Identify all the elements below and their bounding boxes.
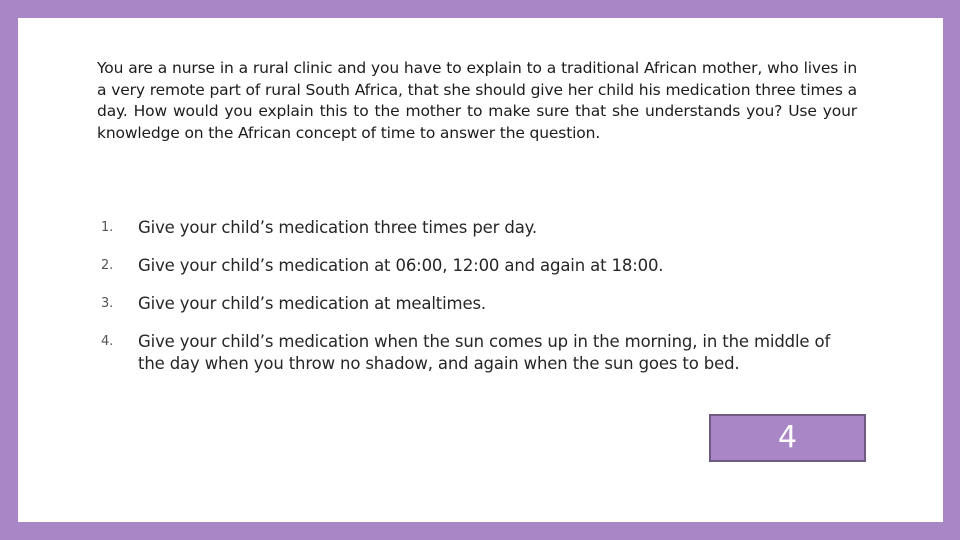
answer-options: [101, 217, 861, 391]
answer-box: [709, 414, 866, 462]
option-text: Give your child’s medication three times per day.: [138, 218, 538, 237]
option-3: [101, 293, 861, 315]
option-number: 3.: [101, 296, 114, 311]
slide: [18, 18, 943, 522]
option-4: [101, 331, 861, 374]
option-number: 4.: [101, 334, 114, 349]
option-1: [101, 217, 861, 239]
option-text: Give your child’s medication when the sun comes up in the morning, in the middle of the day when you throw no shadow, and again when the sun goes to bed.: [138, 332, 831, 373]
option-text: Give your child’s medication at 06:00, 12:00 and again at 18:00.: [138, 256, 664, 275]
option-number: 1.: [101, 220, 114, 235]
option-text: Give your child’s medication at mealtimes.: [138, 294, 487, 313]
answer-number: 4: [777, 420, 798, 455]
option-2: [101, 255, 861, 277]
question-text: You are a nurse in a rural clinic and you have to explain to a traditional African mother, who lives in a very remote part of rural South Africa, that she should give her child his medication three times a day. How would you explain this to the mother to make sure that she understands you? Use your knowledge on the African concept of time to answer the question.: [97, 59, 857, 142]
option-number: 2.: [101, 258, 114, 273]
